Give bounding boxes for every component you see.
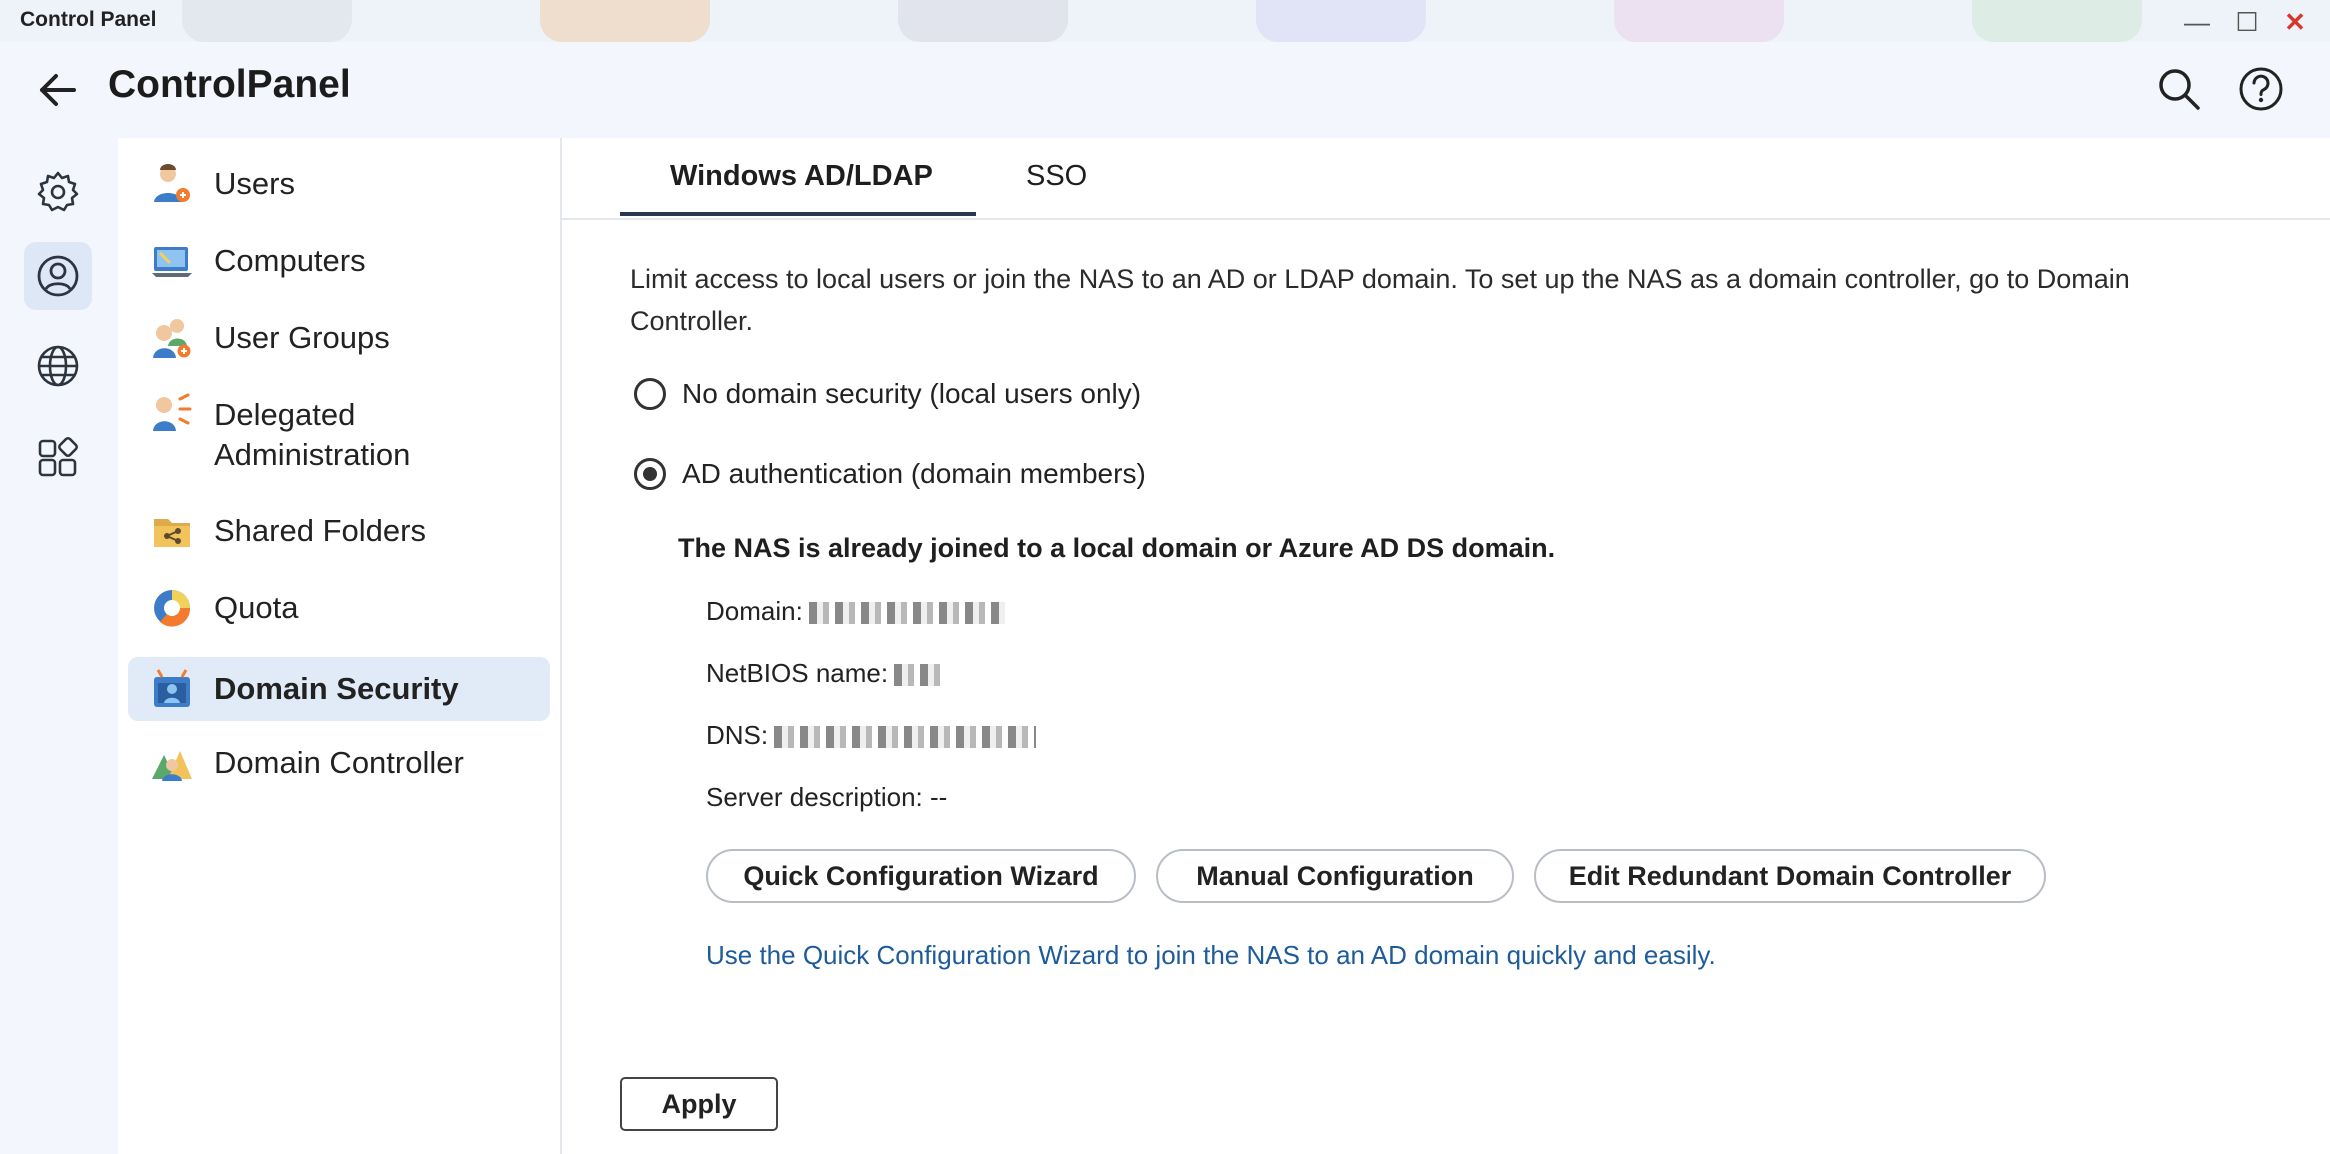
- page-title: ControlPanel: [108, 63, 351, 106]
- netbios-info-row: [706, 658, 942, 689]
- apps-grid-icon: [36, 436, 80, 480]
- manual-configuration-button[interactable]: Manual Configuration: [1156, 849, 1514, 903]
- sidebar-item-label: Domain Security: [214, 671, 459, 706]
- globe-icon: [36, 344, 80, 388]
- domain-info-row: [706, 596, 1005, 627]
- sidebar-item-domain-controller[interactable]: [128, 727, 550, 799]
- server-description-label: Server description:: [706, 782, 923, 812]
- gear-icon: [36, 170, 80, 214]
- decorative-tile: [1972, 0, 2142, 42]
- help-icon[interactable]: [2238, 66, 2284, 112]
- rail-system-button[interactable]: [24, 158, 92, 226]
- domain-security-description: Limit access to local users or join the NAS to an AD or LDAP domain. To set up the NAS as a domain controller, go to Domain Controller.: [630, 264, 2130, 336]
- quick-configuration-wizard-button[interactable]: Quick Configuration Wizard: [706, 849, 1136, 903]
- wizard-hint-text: Use the Quick Configuration Wizard to join the NAS to an AD domain quickly and easily.: [706, 940, 1716, 970]
- user-groups-icon: [150, 316, 194, 360]
- active-tab-indicator: [620, 212, 976, 216]
- delegated-admin-icon: [150, 393, 194, 437]
- server-description-value: --: [930, 782, 948, 812]
- sidebar-item-users[interactable]: [128, 148, 550, 220]
- edit-redundant-domain-controller-button[interactable]: Edit Redundant Domain Controller: [1534, 849, 2046, 903]
- computers-icon: [150, 239, 194, 283]
- domain-controller-icon: [150, 741, 194, 785]
- netbios-value-redacted: [894, 664, 942, 686]
- rail-privilege-button[interactable]: [24, 242, 92, 310]
- decorative-tile: [898, 0, 1068, 42]
- sidebar-item-quota[interactable]: [128, 572, 550, 644]
- rail-network-button[interactable]: [24, 332, 92, 400]
- users-icon: [150, 162, 194, 206]
- dns-label: DNS:: [706, 720, 769, 750]
- decorative-tile: [182, 0, 352, 42]
- sidebar-item-label: Quota: [214, 590, 299, 625]
- quota-icon: [150, 586, 194, 630]
- sidebar-item-label: Users: [214, 166, 295, 201]
- close-button[interactable]: ✕: [2284, 7, 2306, 37]
- sidebar: [118, 138, 562, 1154]
- netbios-label: NetBIOS name:: [706, 658, 889, 688]
- radio-label-ad-authentication[interactable]: AD authentication (domain members): [682, 458, 1146, 489]
- sidebar-item-shared-folders[interactable]: [128, 495, 550, 567]
- radio-no-domain-security[interactable]: [634, 378, 666, 410]
- sidebar-item-user-groups[interactable]: [128, 302, 550, 374]
- left-rail: [0, 138, 118, 1154]
- sidebar-item-label: Domain Controller: [214, 745, 464, 780]
- dns-info-row: [706, 720, 1036, 751]
- domain-joined-notice: The NAS is already joined to a local domain or Azure AD DS domain.: [678, 533, 1556, 563]
- back-arrow-icon[interactable]: [34, 66, 82, 114]
- sidebar-item-computers[interactable]: [128, 225, 550, 297]
- radio-label-no-domain-security[interactable]: No domain security (local users only): [682, 378, 1142, 409]
- domain-value-redacted: [809, 602, 1005, 624]
- decorative-tile: [1256, 0, 1426, 42]
- rail-applications-button[interactable]: [24, 424, 92, 492]
- minimize-button[interactable]: —: [2184, 7, 2210, 37]
- window-titlebar: [0, 0, 2330, 42]
- server-description-row: [706, 782, 947, 813]
- window-title: Control Panel: [20, 8, 157, 31]
- radio-ad-authentication[interactable]: [634, 458, 666, 490]
- tab-windows-ad-ldap[interactable]: Windows AD/LDAP: [670, 160, 933, 192]
- tab-bar: [562, 138, 2330, 220]
- tab-sso[interactable]: SSO: [1026, 160, 1088, 192]
- decorative-tile: [540, 0, 710, 42]
- domain-label: Domain:: [706, 596, 803, 626]
- domain-security-icon: [150, 667, 194, 711]
- sidebar-item-domain-security[interactable]: [128, 657, 550, 721]
- sidebar-item-label: Shared Folders: [214, 513, 426, 548]
- sidebar-item-delegated-administration[interactable]: [128, 379, 550, 489]
- sidebar-item-label: Delegated Administration: [214, 397, 411, 472]
- maximize-button[interactable]: ☐: [2235, 7, 2259, 37]
- shared-folders-icon: [150, 509, 194, 553]
- radio-selected-dot: [643, 467, 657, 481]
- sidebar-item-label: Computers: [214, 243, 366, 278]
- search-icon[interactable]: [2156, 66, 2202, 112]
- decorative-tile: [1614, 0, 1784, 42]
- user-circle-icon: [36, 254, 80, 298]
- dns-value-redacted: [774, 726, 1036, 748]
- apply-button[interactable]: Apply: [620, 1077, 778, 1131]
- sidebar-item-label: User Groups: [214, 320, 390, 355]
